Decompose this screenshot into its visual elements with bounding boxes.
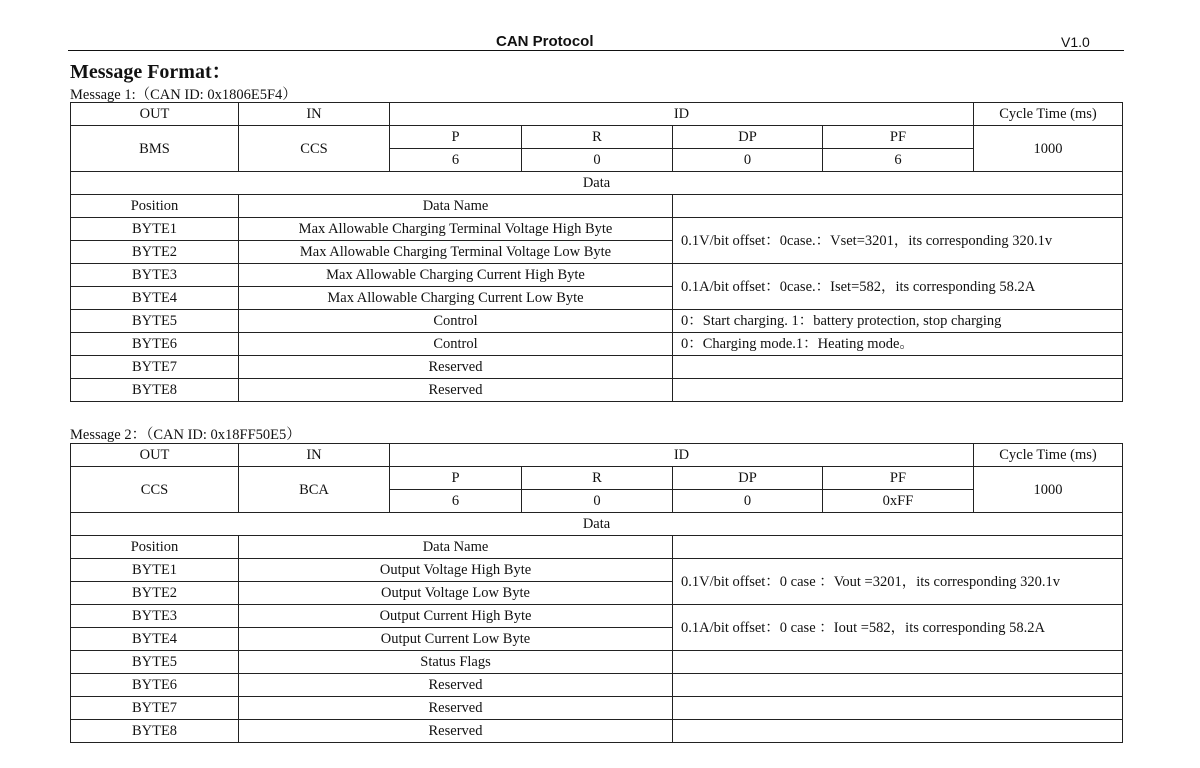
byte-data-name: Reserved bbox=[239, 720, 673, 743]
byte-data-name: Output Current High Byte bbox=[239, 605, 673, 628]
byte-data-name: Reserved bbox=[239, 356, 673, 379]
id-p-value: 6 bbox=[390, 490, 522, 513]
byte-position: BYTE1 bbox=[71, 218, 239, 241]
table-row bbox=[71, 264, 1123, 287]
byte-position: BYTE1 bbox=[71, 559, 239, 582]
document-title: CAN Protocol bbox=[496, 33, 594, 50]
id-pf-header: PF bbox=[823, 467, 974, 490]
table-row bbox=[71, 720, 1123, 743]
table-row bbox=[71, 651, 1123, 674]
id-p-header: P bbox=[390, 467, 522, 490]
table-row bbox=[71, 310, 1123, 333]
byte-data-name: Reserved bbox=[239, 379, 673, 402]
id-dp-value: 0 bbox=[673, 490, 823, 513]
byte-description bbox=[673, 697, 1123, 720]
byte-position: BYTE3 bbox=[71, 264, 239, 287]
byte-position: BYTE8 bbox=[71, 379, 239, 402]
byte-position: BYTE5 bbox=[71, 310, 239, 333]
id-r-header: R bbox=[522, 467, 673, 490]
byte-description bbox=[673, 379, 1123, 402]
byte-description: 0：Start charging. 1：battery protection, stop charging bbox=[673, 310, 1123, 333]
table-row bbox=[71, 356, 1123, 379]
message-1-table bbox=[70, 102, 1123, 402]
byte-position: BYTE6 bbox=[71, 674, 239, 697]
table-row bbox=[71, 605, 1123, 628]
table-row bbox=[71, 379, 1123, 402]
byte-position: BYTE2 bbox=[71, 582, 239, 605]
byte-position: BYTE2 bbox=[71, 241, 239, 264]
byte-description: 0.1V/bit offset：0 case ：Vout =3201，its corresponding 320.1v bbox=[673, 559, 1123, 605]
byte-position: BYTE5 bbox=[71, 651, 239, 674]
id-dp-header: DP bbox=[673, 467, 823, 490]
id-header: ID bbox=[390, 103, 974, 126]
id-dp-value: 0 bbox=[673, 149, 823, 172]
data-label-row bbox=[71, 172, 1123, 195]
table-row bbox=[71, 218, 1123, 241]
in-header: IN bbox=[239, 444, 390, 467]
byte-data-name: Reserved bbox=[239, 697, 673, 720]
id-pf-header: PF bbox=[823, 126, 974, 149]
out-header: OUT bbox=[71, 103, 239, 126]
message-2-label: Message 2：（CAN ID: 0x18FF50E5） bbox=[70, 427, 301, 443]
byte-data-name: Control bbox=[239, 310, 673, 333]
byte-data-name: Status Flags bbox=[239, 651, 673, 674]
id-r-value: 0 bbox=[522, 490, 673, 513]
byte-position: BYTE7 bbox=[71, 356, 239, 379]
byte-data-name: Output Voltage Low Byte bbox=[239, 582, 673, 605]
byte-data-name: Reserved bbox=[239, 674, 673, 697]
out-value: BMS bbox=[71, 126, 239, 172]
position-header: Position bbox=[71, 195, 239, 218]
table-header-row bbox=[71, 103, 1123, 126]
byte-data-name: Output Voltage High Byte bbox=[239, 559, 673, 582]
byte-data-name: Control bbox=[239, 333, 673, 356]
in-value: CCS bbox=[239, 126, 390, 172]
id-field-header-row bbox=[71, 126, 1123, 149]
id-pf-value: 0xFF bbox=[823, 490, 974, 513]
byte-data-name: Max Allowable Charging Terminal Voltage High Byte bbox=[239, 218, 673, 241]
data-label: Data bbox=[71, 172, 1123, 195]
id-p-value: 6 bbox=[390, 149, 522, 172]
byte-data-name: Output Current Low Byte bbox=[239, 628, 673, 651]
data-label: Data bbox=[71, 513, 1123, 536]
section-title: Message Format： bbox=[70, 61, 232, 83]
id-r-value: 0 bbox=[522, 149, 673, 172]
header-rule bbox=[68, 50, 1124, 51]
byte-description: 0.1V/bit offset：0case.：Vset=3201，its corresponding 320.1v bbox=[673, 218, 1123, 264]
byte-position: BYTE8 bbox=[71, 720, 239, 743]
id-header: ID bbox=[390, 444, 974, 467]
out-header: OUT bbox=[71, 444, 239, 467]
byte-description: 0.1A/bit offset：0 case ：Iout =582，its corresponding 58.2A bbox=[673, 605, 1123, 651]
byte-description bbox=[673, 651, 1123, 674]
table-row bbox=[71, 697, 1123, 720]
table-header-row bbox=[71, 444, 1123, 467]
message-2-table bbox=[70, 443, 1123, 743]
id-field-header-row bbox=[71, 467, 1123, 490]
out-value: CCS bbox=[71, 467, 239, 513]
byte-position: BYTE4 bbox=[71, 287, 239, 310]
message-1-label: Message 1:（CAN ID: 0x1806E5F4） bbox=[70, 87, 297, 103]
byte-description bbox=[673, 720, 1123, 743]
in-header: IN bbox=[239, 103, 390, 126]
table-row bbox=[71, 559, 1123, 582]
in-value: BCA bbox=[239, 467, 390, 513]
byte-description bbox=[673, 356, 1123, 379]
data-name-header: Data Name bbox=[239, 536, 673, 559]
byte-position: BYTE6 bbox=[71, 333, 239, 356]
byte-description: 0.1A/bit offset：0case.：Iset=582，its corresponding 58.2A bbox=[673, 264, 1123, 310]
byte-data-name: Max Allowable Charging Terminal Voltage Low Byte bbox=[239, 241, 673, 264]
id-r-header: R bbox=[522, 126, 673, 149]
data-label-row bbox=[71, 513, 1123, 536]
id-pf-value: 6 bbox=[823, 149, 974, 172]
data-name-header: Data Name bbox=[239, 195, 673, 218]
byte-data-name: Max Allowable Charging Current High Byte bbox=[239, 264, 673, 287]
document-version: V1.0 bbox=[1061, 34, 1090, 50]
byte-position: BYTE4 bbox=[71, 628, 239, 651]
id-dp-header: DP bbox=[673, 126, 823, 149]
description-header bbox=[673, 195, 1123, 218]
id-p-header: P bbox=[390, 126, 522, 149]
byte-position: BYTE3 bbox=[71, 605, 239, 628]
data-header-row bbox=[71, 536, 1123, 559]
table-row bbox=[71, 674, 1123, 697]
cycle-time-header: Cycle Time (ms) bbox=[974, 444, 1123, 467]
description-header bbox=[673, 536, 1123, 559]
table-row bbox=[71, 333, 1123, 356]
byte-description bbox=[673, 674, 1123, 697]
cycle-time-header: Cycle Time (ms) bbox=[974, 103, 1123, 126]
data-header-row bbox=[71, 195, 1123, 218]
cycle-time-value: 1000 bbox=[974, 467, 1123, 513]
position-header: Position bbox=[71, 536, 239, 559]
byte-position: BYTE7 bbox=[71, 697, 239, 720]
byte-description: 0：Charging mode.1：Heating mode。 bbox=[673, 333, 1123, 356]
cycle-time-value: 1000 bbox=[974, 126, 1123, 172]
byte-data-name: Max Allowable Charging Current Low Byte bbox=[239, 287, 673, 310]
